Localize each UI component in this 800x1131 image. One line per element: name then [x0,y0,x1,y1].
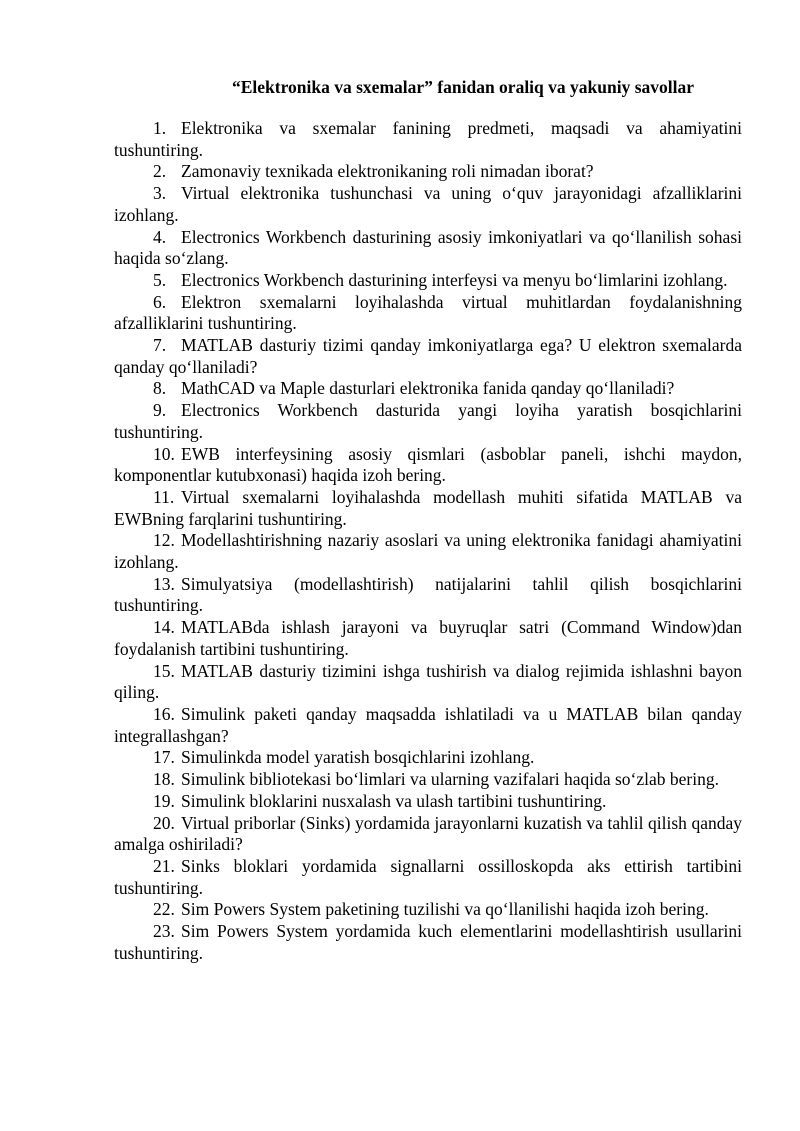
question-item [114,292,742,335]
question-number: 5. [153,269,167,290]
question-number: 23. [153,921,175,942]
question-text: Zamonaviy texnikada elektronikaning roli nimadan iborat? [181,161,594,182]
question-text: Electronics Workbench dasturining interfeysi va menyu bo‘limlarini izohlang. [181,269,728,290]
question-number: 8. [153,378,167,399]
question-text: Elektronika va sxemalar fanining predmeti, maqsadi va ahamiyatini tushuntiring. [114,118,742,160]
question-text: Virtual elektronika tushunchasi va uning o‘quv jarayonidagi afzalliklarini izohlang. [114,183,742,225]
question-text: Electronics Workbench dasturining asosiy imkoniyatlari va qo‘llanilish sohasi haqida so‘zlang. [114,226,742,269]
question-item [114,270,742,292]
question-text: Virtual sxemalarni loyihalashda modellash muhiti sifatida MATLAB va EWBning farqlarini tushuntiring. [114,486,742,529]
question-item [114,335,742,378]
question-item [114,161,742,183]
question-number: 7. [153,335,167,356]
question-number: 14. [153,617,175,638]
question-number: 22. [153,899,175,920]
question-item [114,747,742,769]
question-list [114,118,742,964]
question-number: 12. [153,530,175,551]
question-text: Virtual priborlar (Sinks) yordamida jarayonlarni kuzatish va tahlil qilish qanday amalga oshiriladi? [114,812,742,855]
question-number: 17. [153,747,175,768]
question-text: Electronics Workbench dasturida yangi loyiha yaratish bosqichlarini tushuntiring. [114,400,742,442]
question-item [114,574,742,617]
question-text: Simulink paketi qanday maqsadda ishlatiladi va u MATLAB bilan qanday integrallashgan? [114,703,742,746]
question-item [114,400,742,443]
question-item [114,530,742,573]
question-item [114,769,742,791]
question-text: Sinks bloklari yordamida signallarni ossilloskopda aks ettirish tartibini tushuntiring. [114,855,742,898]
question-number: 20. [153,812,175,833]
question-text: MathCAD va Maple dasturlari elektronika fanida qanday qo‘llaniladi? [181,378,675,399]
question-text: Modellashtirishning nazariy asoslari va uning elektronika fanidagi ahamiyatini izohlang. [114,530,742,573]
question-text: Elektron sxemalarni loyihalashda virtual muhitlardan foydalanishning afzalliklarini tushuntiring. [114,291,742,334]
question-item [114,856,742,899]
question-item [114,791,742,813]
question-item [114,617,742,660]
question-item [114,487,742,530]
question-number: 13. [153,573,175,594]
question-item [114,704,742,747]
question-number: 9. [153,400,167,421]
question-text: MATLAB dasturiy tizimini ishga tushirish va dialog rejimida ishlashni bayon qiling. [114,660,742,703]
question-number: 6. [153,291,167,312]
document-title: “Elektronika va sxemalar” fanidan oraliq va yakuniy savollar [231,77,695,97]
question-item [114,813,742,856]
question-item [114,661,742,704]
question-text: EWB interfeysining asosiy qismlari (asboblar paneli, ishchi maydon, komponentlar kutubxonasi) haqida izoh bering. [114,443,742,486]
question-text: MATLAB dasturiy tizimi qanday imkoniyatlarga ega? U elektron sxemalarda qanday qo‘llaniladi? [114,335,742,377]
question-number: 2. [153,161,167,182]
question-text: Sim Powers System paketining tuzilishi va qo‘llanilishi haqida izoh bering. [181,899,709,920]
question-number: 11. [153,486,175,507]
question-text: Simulink bloklarini nusxalash va ulash tartibini tushuntiring. [181,790,607,811]
question-text: Sim Powers System yordamida kuch elementlarini modellashtirish usullarini tushuntiring. [114,921,742,963]
question-text: Simulyatsiya (modellashtirish) natijalarini tahlil qilish bosqichlarini tushuntiring. [114,573,742,616]
question-number: 10. [153,443,175,464]
question-number: 15. [153,660,175,681]
question-number: 16. [153,703,175,724]
question-text: Simulink bibliotekasi bo‘limlari va ularning vazifalari haqida so‘zlab bering. [181,769,719,790]
question-text: Simulinkda model yaratish bosqichlarini izohlang. [181,747,535,768]
question-item [114,227,742,270]
question-text: MATLABda ishlash jarayoni va buyruqlar satri (Command Window)dan foydalanish tartibini tushuntiring. [114,617,742,659]
question-item [114,378,742,400]
question-item [114,899,742,921]
question-item [114,118,742,161]
question-number: 21. [153,855,175,876]
question-item [114,444,742,487]
question-item [114,921,742,964]
question-number: 4. [153,226,167,247]
question-number: 1. [153,118,167,138]
question-number: 3. [153,183,167,204]
question-number: 19. [153,790,175,811]
question-number: 18. [153,769,175,790]
question-item [114,183,742,226]
